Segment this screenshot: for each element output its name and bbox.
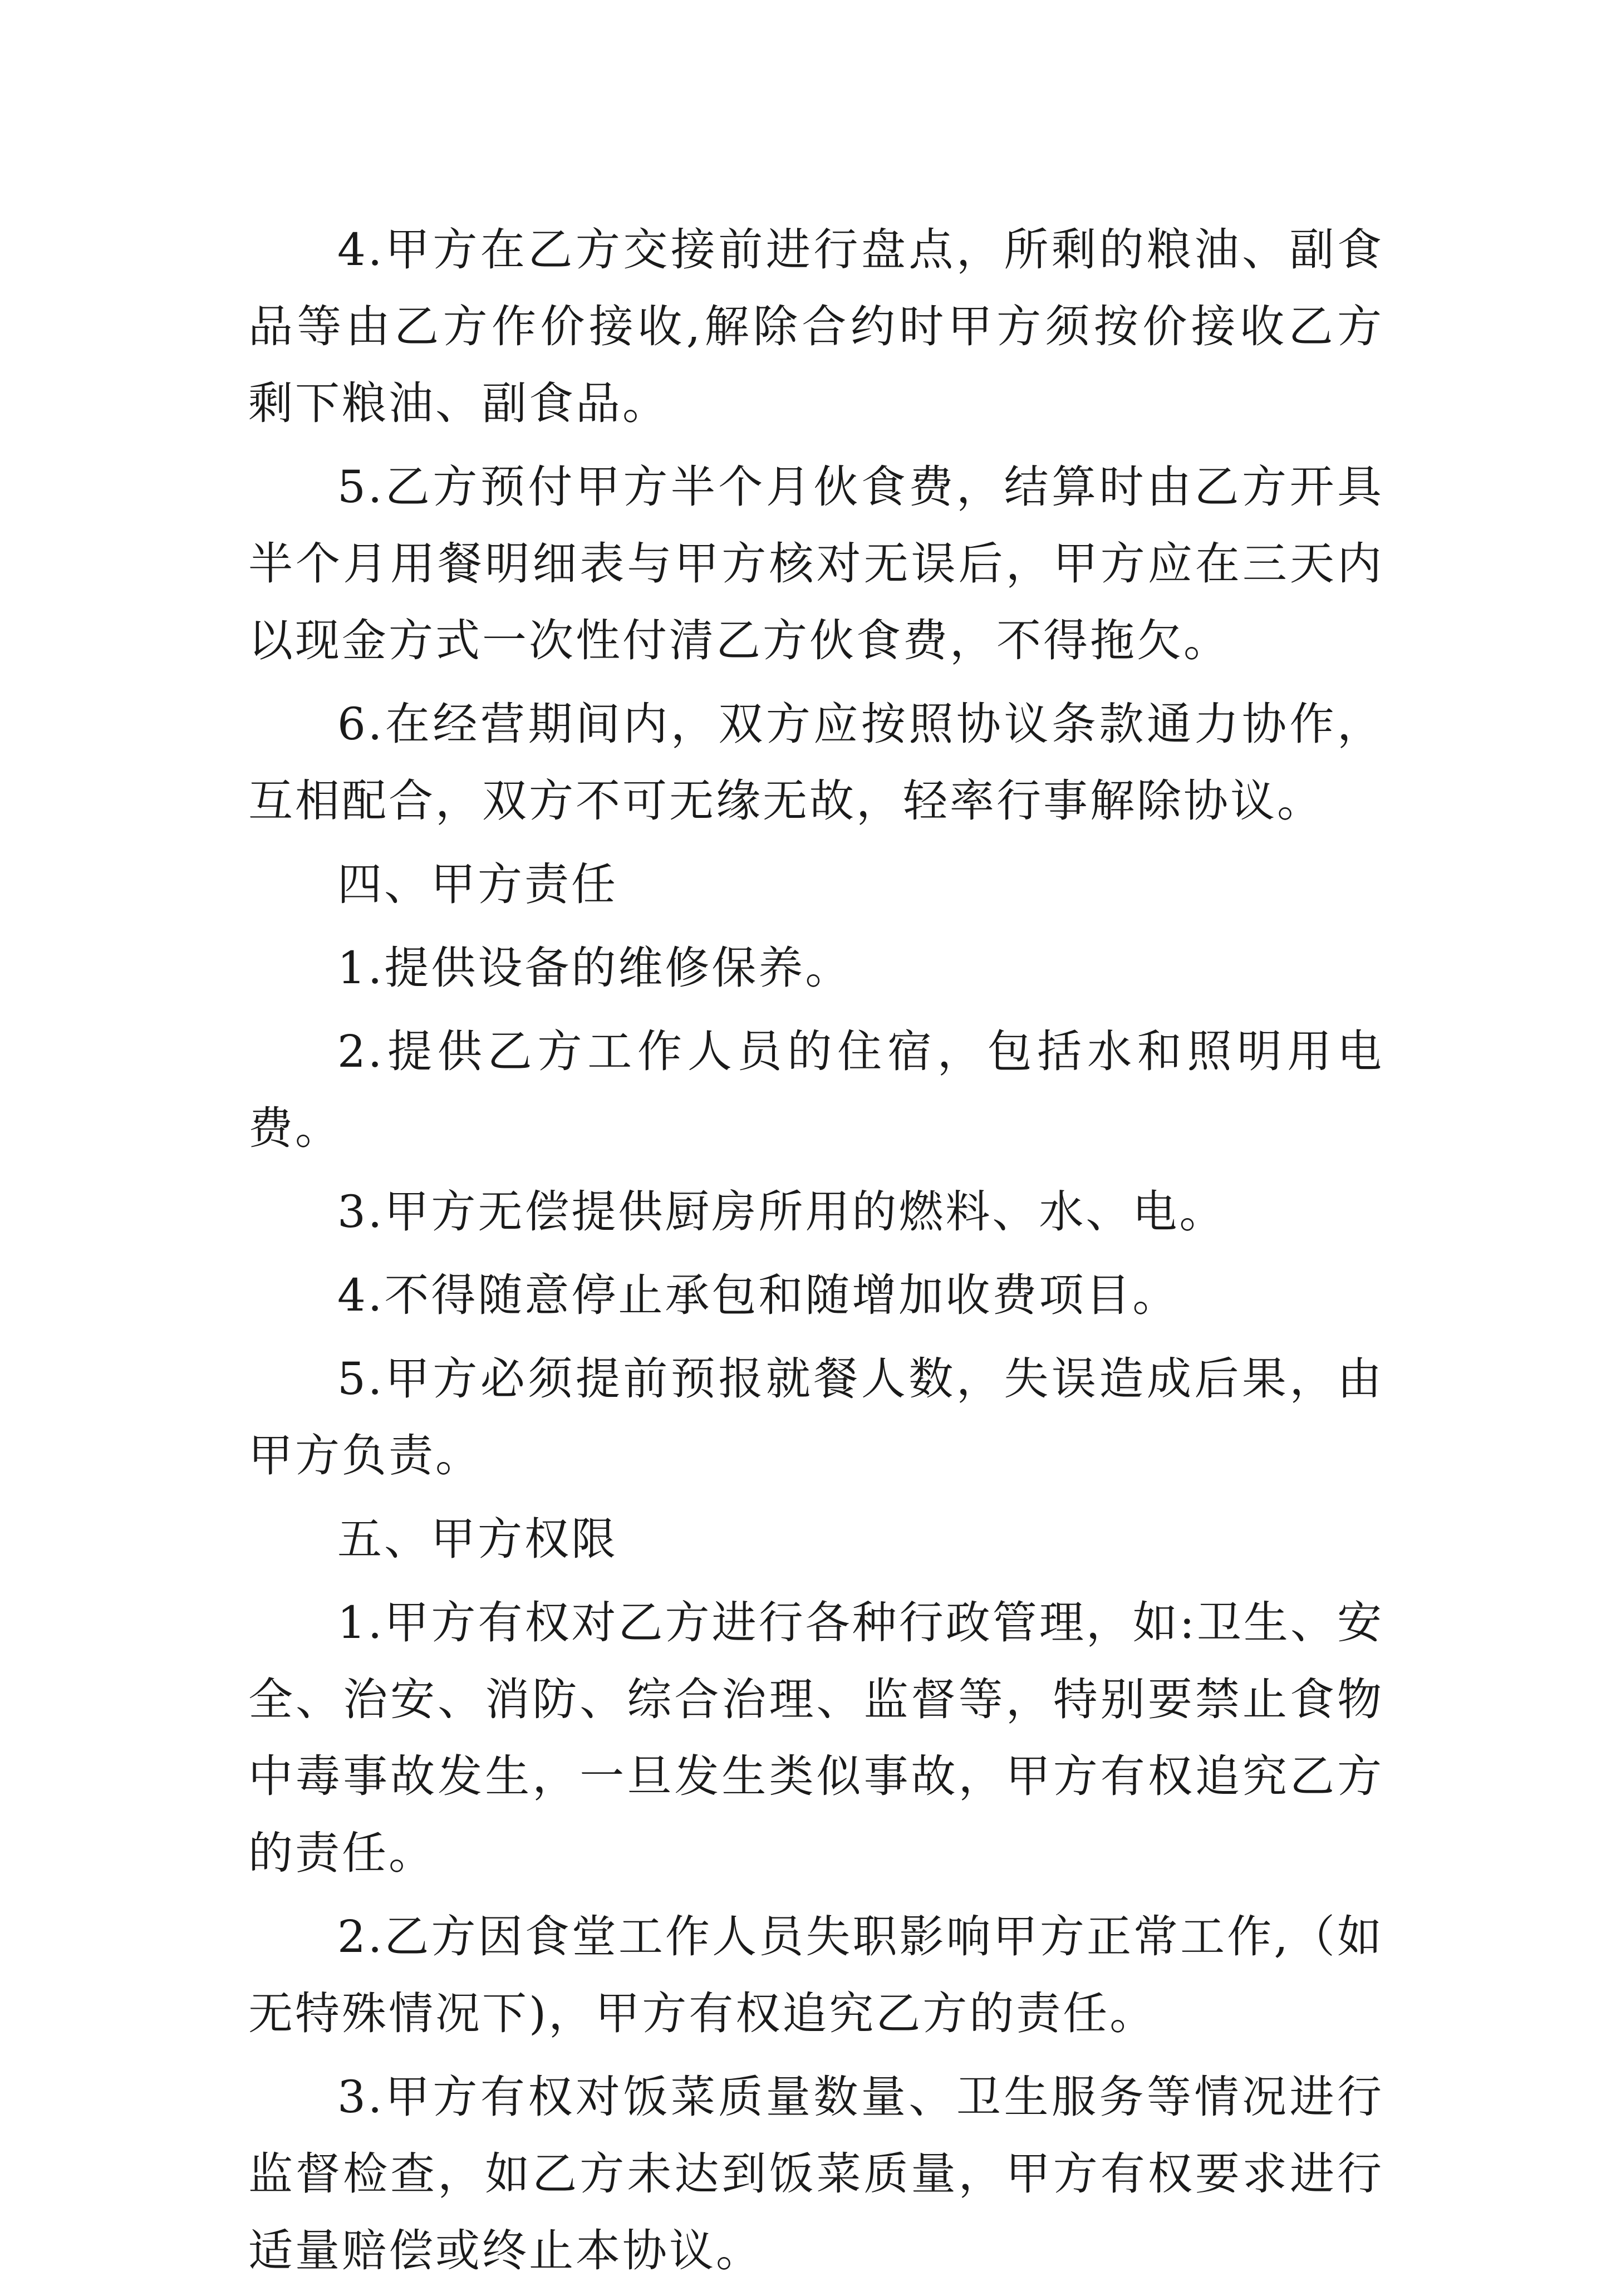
paragraph-item-6-cooperation: 6.在经营期间内，双方应按照协议条款通力协作，互相配合，双方不可无缘无故，轻率行事解除协议。 bbox=[248, 698, 1384, 827]
section-heading-party-a-responsibilities: 四、甲方责任 bbox=[337, 858, 618, 910]
paragraph-rights-2: 2.乙方因食堂工作人员失职影响甲方正常工作,（如无特殊情况下)，甲方有权追究乙方的责任。 bbox=[248, 1911, 1384, 2039]
section-heading-party-a-rights: 五、甲方权限 bbox=[337, 1513, 618, 1565]
paragraph-item-5-prepayment: 5.乙方预付甲方半个月伙食费，结算时由乙方开具半个月用餐明细表与甲方核对无误后，甲方应在三天内以现金方式一次性付清乙方伙食费，不得拖欠。 bbox=[248, 461, 1384, 666]
paragraph-rights-3: 3.甲方有权对饭菜质量数量、卫生服务等情况进行监督检查，如乙方未达到饭菜质量，甲方有权要求进行适量赔偿或终止本协议。 bbox=[248, 2071, 1384, 2277]
paragraph-item-4-handover: 4.甲方在乙方交接前进行盘点，所剩的粮油、副食品等由乙方作价接收,解除合约时甲方须按价接收乙方剩下粮油、副食品。 bbox=[248, 224, 1384, 429]
paragraph-responsibility-1: 1.提供设备的维修保养。 bbox=[337, 942, 852, 994]
paragraph-responsibility-2: 2.提供乙方工作人员的住宿，包括水和照明用电费。 bbox=[248, 1026, 1384, 1154]
paragraph-responsibility-5: 5.甲方必须提前预报就餐人数，失误造成后果，由甲方负责。 bbox=[248, 1353, 1384, 1481]
document-page bbox=[248, 212, 1384, 2296]
paragraph-responsibility-4: 4.不得随意停止承包和随增加收费项目。 bbox=[337, 1269, 1180, 1321]
paragraph-responsibility-3: 3.甲方无偿提供厨房所用的燃料、水、电。 bbox=[337, 1186, 1226, 1238]
paragraph-rights-1: 1.甲方有权对乙方进行各种行政管理，如:卫生、安全、治安、消防、综合治理、监督等，特别要禁止食物中毒事故发生，一旦发生类似事故，甲方有权追究乙方的责任。 bbox=[248, 1597, 1384, 1879]
